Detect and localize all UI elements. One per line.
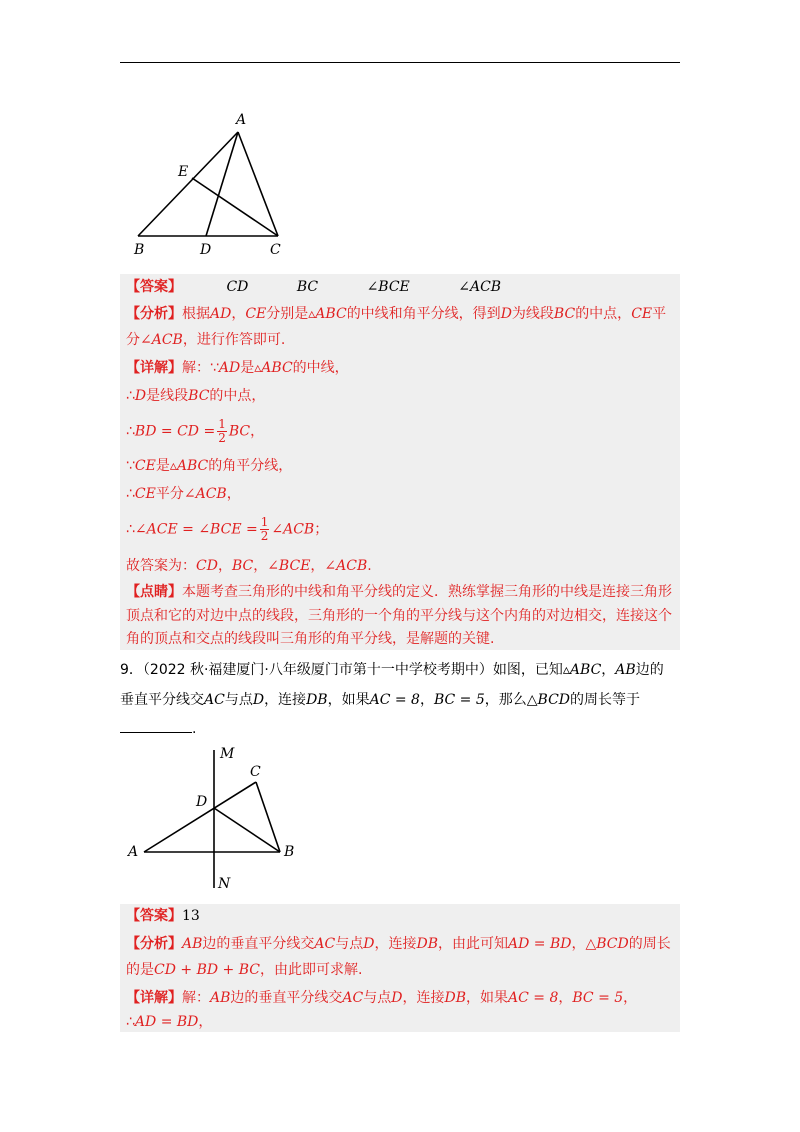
text: ， [226,486,241,502]
numerator: 1 [260,515,269,529]
fraction-half [217,418,227,445]
answer-item-4: ∠ACB [458,279,502,295]
text: 9．（2022 秋·福建厦门·八年级厦门市第十一中学校考期中）如图，已知 [120,662,563,678]
text: ， [601,662,616,678]
text: . [367,558,372,574]
label-c: C [270,242,281,258]
math: ▵ABC [308,306,347,322]
math: DB [416,936,438,952]
math: D [363,936,375,952]
math: AD [210,306,232,322]
math: ▵ABC [254,360,293,376]
text: 是 [240,360,255,376]
math: D [500,306,512,322]
text: 平分 [155,486,184,502]
text: 与点 [335,936,364,952]
math: AB [182,936,203,952]
text: 分别是 [266,306,309,322]
math: △BCD [526,692,571,708]
math: ▵ABC [169,458,209,474]
math: ∠ACB [140,332,183,348]
text: ，由此即可求解. [259,962,363,978]
text: ， [253,558,268,574]
text: 边的 [635,662,664,678]
math: BC [553,306,576,322]
text: ∴ [126,1014,135,1030]
math: CE [631,306,653,322]
detail-line-5 [126,484,241,504]
text: 边的垂直平分线交 [230,990,343,1006]
math: DB [444,990,466,1006]
text: ∵ [126,458,135,474]
math: CD [196,558,218,574]
math: ∠ACB [271,521,315,538]
math: D [252,692,265,708]
text: ∴ [126,388,135,404]
answer-tag: 【答案】 [126,279,182,295]
comment-line-3 [126,629,494,649]
math: AB [210,990,231,1006]
text: 的角平分线， [208,458,293,474]
math: AC [342,990,364,1006]
text: ，如果 [327,692,370,708]
text: ， [217,558,232,574]
text: ， [250,423,265,440]
numerator: 1 [218,417,226,431]
label-e: E [178,164,189,180]
text: ，连接 [402,990,445,1006]
text: 故答案为： [126,558,196,574]
text: 平 [652,306,667,322]
math: BC [231,558,254,574]
detail-tag: 【详解】 [126,360,182,376]
math: BC = 5 [572,990,624,1006]
answer-blank [120,718,192,733]
text: ，如果 [465,990,508,1006]
answer-line [126,277,501,297]
text: 为线段 [511,306,554,322]
text: 角的顶点和交点的线段叫三角形的角平分线，是解题的关键. [126,631,495,647]
math: AD = BD [507,936,572,952]
label-b: B [134,242,145,258]
text: 解： [182,990,210,1006]
math: BD = CD = [134,423,216,440]
detail-line-1 [126,358,349,378]
text: ， [198,1014,213,1030]
label-d: D [196,794,208,810]
text: ，连接 [374,936,417,952]
text: ， [310,558,325,574]
answer-item-1: CD [226,279,249,295]
math: △BCD [585,936,629,952]
fraction-half [260,516,270,543]
text: 顶点和它的对边中点的线段，三角形的一个角的平分线与这个内角的对边相交，连接这个 [126,608,672,624]
text: 的中线， [292,360,349,376]
denominator: 2 [218,431,226,445]
math: AD = BD [134,1014,199,1030]
text: 与点 [363,990,392,1006]
analysis-line-2 [126,330,285,350]
math: AC [204,692,225,708]
text: ∴ [126,486,135,502]
triangle-figure-1 [120,100,300,260]
text: ， [571,936,586,952]
math: ∠BCE [267,558,311,574]
detail-tag: 【详解】 [126,990,182,1006]
text: 垂直平分线交 [120,692,204,708]
segment-db [214,808,280,852]
math: ∠ACB [183,486,227,502]
label-a: A [128,844,139,860]
detail-line-2 [126,386,265,406]
answer-value: 13 [182,908,200,924]
math: AC = 8 [369,692,420,708]
text: 本题考查三角形的中线和角平分线的定义．熟练掌握三角形的中线是连接三角形 [182,584,672,600]
text: ，进行作答即可. [182,332,286,348]
math: ∠ACE = ∠BCE = [134,521,258,538]
text: . [192,721,197,737]
text: ； [314,521,329,538]
answer-item-3: ∠BCE [366,279,410,295]
detail-line-4 [126,456,292,476]
header-rule [120,62,680,63]
text: 的中点， [209,388,266,404]
text: 解：∵ [182,360,219,376]
math: DB [306,692,328,708]
solution-box-8 [120,274,680,650]
text: 是线段 [146,388,189,404]
text: 的中点， [575,306,632,322]
text: 边的垂直平分线交 [202,936,315,952]
triangle-figure-2 [120,740,320,900]
denominator: 2 [260,529,269,543]
detail-line-2 [126,1012,212,1032]
segment-ab [138,132,238,236]
detail-line-6 [126,516,328,543]
math: BC = 5 [433,692,485,708]
label-n: N [218,876,231,892]
math: ∠ACB [324,558,368,574]
math: AD [218,360,241,376]
math: CD + BD + BC [154,962,260,978]
label-d: D [200,242,212,258]
math: ▵ABC [562,662,602,678]
math: CE [245,306,267,322]
label-b: B [284,844,295,860]
detail-line-3 [126,418,264,445]
analysis-line-1 [126,304,666,324]
text: ， [419,692,434,708]
segment-cb [256,782,280,852]
math: AC = 8 [507,990,559,1006]
text: 与点 [224,692,253,708]
math: AB [615,662,636,678]
comment-line-2 [126,606,672,626]
question-9-line-2 [120,690,640,710]
comment-line-1 [126,582,672,602]
text: ， [623,990,638,1006]
text: 根据 [182,306,210,322]
detail-line-1 [126,988,637,1008]
question-9-line-1 [120,660,664,680]
text: 的周长 [628,936,671,952]
segment-ce [192,178,278,236]
answer-tag: 【答案】 [126,908,182,924]
text: ， [231,306,246,322]
text: 的中线和角平分线，得到 [346,306,501,322]
analysis-tag: 【分析】 [126,306,182,322]
text: 是 [155,458,170,474]
text: ∴ [126,423,135,440]
math: D [134,388,147,404]
analysis-line-2 [126,960,362,980]
analysis-tag: 【分析】 [126,936,182,952]
comment-tag: 【点睛】 [126,584,182,600]
analysis-line-1 [126,934,671,954]
text: ，连接 [264,692,307,708]
question-9-line-3 [120,718,196,739]
math: D [391,990,403,1006]
text: ，由此可知 [437,936,508,952]
segment-ac [238,132,278,236]
text: 的是 [126,962,154,978]
label-c: C [250,764,261,780]
text: ∴ [126,521,135,538]
label-m: M [220,746,235,762]
math: CE [134,486,156,502]
text: ， [558,990,573,1006]
answer-line [126,906,200,926]
math: AC [314,936,336,952]
final-answer-line [126,556,372,576]
text: 分 [126,332,140,348]
text: ，那么 [484,692,527,708]
math: BC [188,388,210,404]
math: BC [228,423,251,440]
label-a: A [236,112,247,128]
math: CE [134,458,156,474]
segment-ac [144,782,256,852]
answer-item-2: BC [296,279,319,295]
solution-box-9 [120,904,680,1032]
text: 的周长等于 [570,692,641,708]
